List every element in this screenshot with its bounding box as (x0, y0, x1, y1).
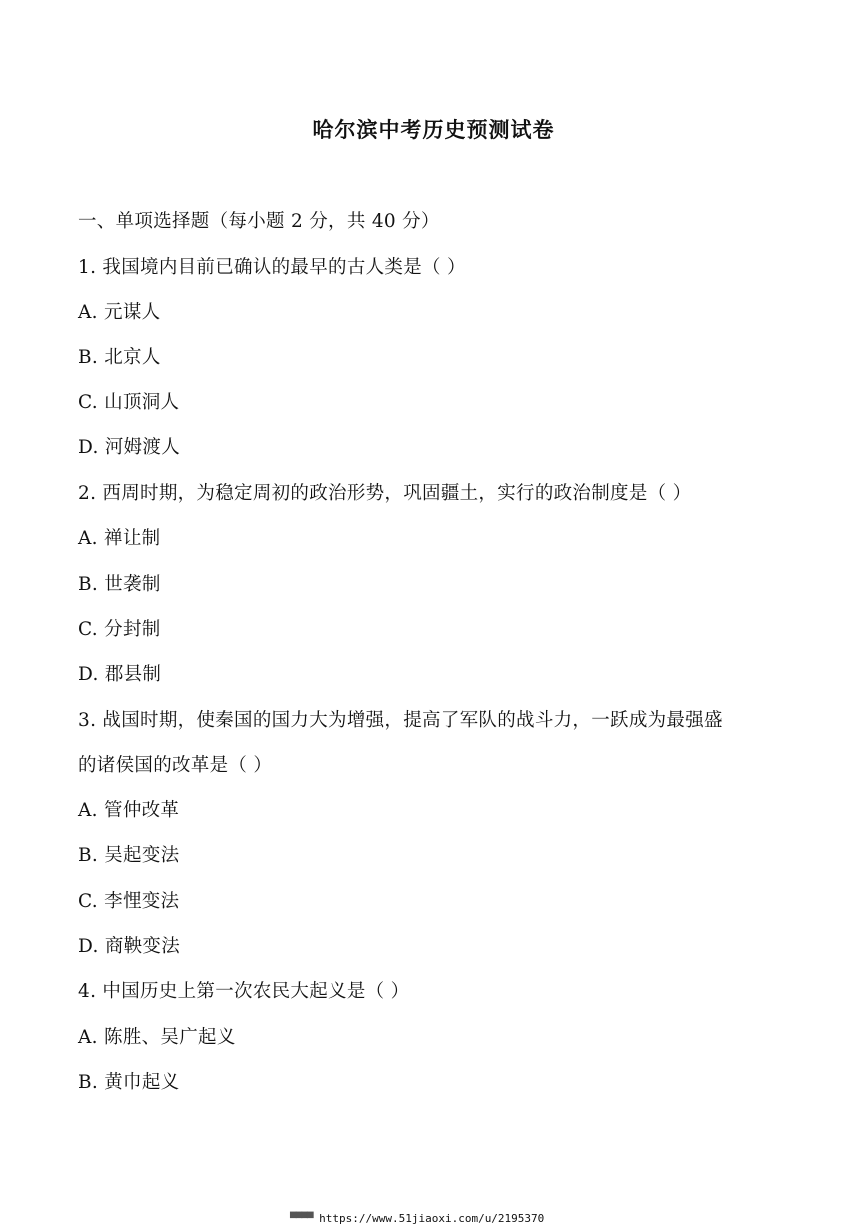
question-3-stem: 3. 战国时期，使秦国的国力大为增强，提高了军队的战斗力，一跃成为最强盛 (78, 710, 723, 731)
question-2-option-b: B. 世袭制 (78, 574, 161, 595)
question-1-option-b: B. 北京人 (78, 347, 161, 368)
question-1-option-d: D. 河姆渡人 (78, 437, 181, 458)
section-heading: 一、单项选择题（每小题 2 分，共 40 分） (78, 211, 440, 232)
question-2-option-c: C. 分封制 (78, 619, 161, 640)
question-3-option-d: D. 商鞅变法 (78, 936, 181, 957)
footer-prefix: ▀▀▀▀ (290, 1212, 313, 1225)
footer-url[interactable]: https://www.51jiaoxi.com/u/2195370 (319, 1212, 545, 1225)
question-3-option-a: A. 管仲改革 (78, 800, 180, 821)
question-3-option-c: C. 李悝变法 (78, 891, 180, 912)
question-1-stem: 1. 我国境内目前已确认的最早的古人类是（ ） (78, 257, 466, 278)
question-4-stem: 4. 中国历史上第一次农民大起义是（ ） (78, 981, 410, 1002)
question-2-option-d: D. 郡县制 (78, 664, 162, 685)
question-2-stem: 2. 西周时期，为稳定周初的政治形势，巩固疆土，实行的政治制度是（ ） (78, 483, 692, 504)
question-1-option-a: A. 元谋人 (78, 302, 161, 323)
footer-watermark (290, 1212, 544, 1225)
question-3-option-b: B. 吴起变法 (78, 845, 180, 866)
question-1-option-c: C. 山顶洞人 (78, 392, 180, 413)
question-3-stem-continued: 的诸侯国的改革是（ ） (78, 755, 273, 776)
question-4-option-a: A. 陈胜、吴广起义 (78, 1027, 236, 1048)
page-title: 哈尔滨中考历史预测试卷 (312, 117, 555, 142)
question-4-option-b: B. 黄巾起义 (78, 1072, 180, 1093)
question-2-option-a: A. 禅让制 (78, 528, 161, 549)
